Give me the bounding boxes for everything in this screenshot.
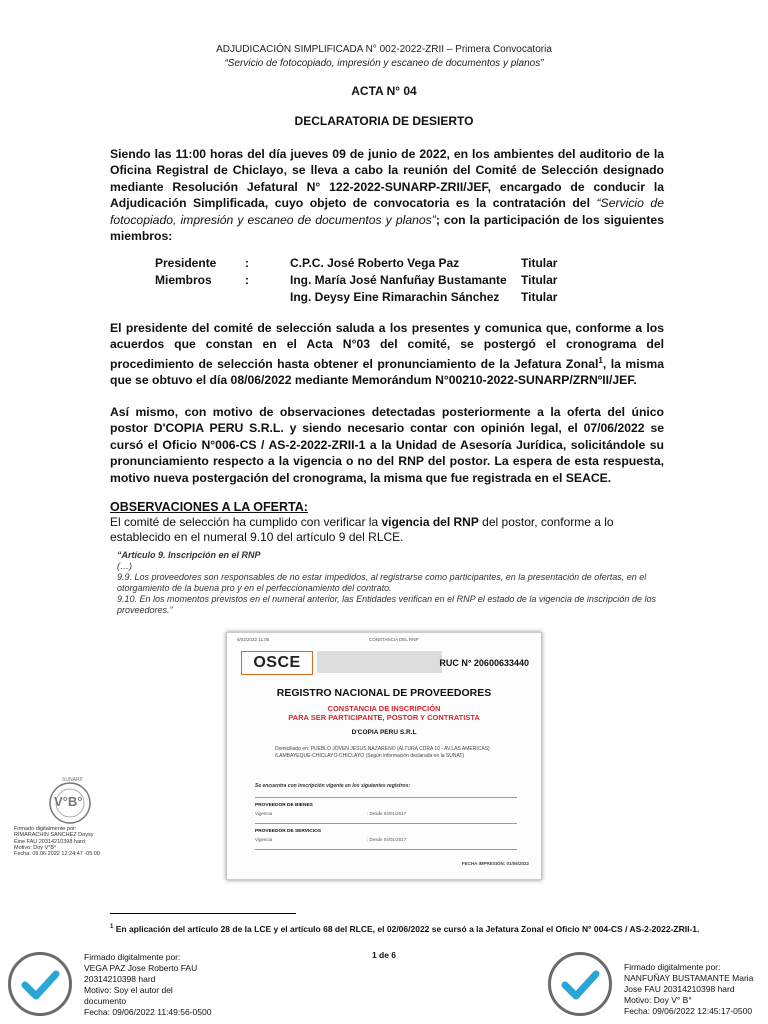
cert-divider (255, 849, 517, 850)
paragraph-2 (110, 320, 664, 389)
paragraph-1-italic: “Servicio de fotocopiado, impresión y escaneo de documentos y planos” (110, 196, 664, 227)
observaciones-text-a: El comité de selección ha cumplido con verificar la (110, 515, 382, 529)
footnote (110, 921, 710, 935)
sig-small-line: Fecha: 09.06.2022 12:24:47 -05:00 (14, 851, 100, 858)
cert-divider (255, 797, 517, 798)
member-role: Miembros (155, 273, 212, 287)
article-quote (117, 550, 677, 616)
cert-print-date: FECHA IMPRESIÓN: 01/06/2022 (461, 861, 529, 866)
sig-left-line: 20314210398 hard (84, 974, 156, 984)
cert-divider (255, 823, 517, 824)
paragraph-2-text-b: , la misma que se obtuvo el día 08/06/2022 mediante Memorándum N°00210-2022-SUNARP/ZRNºII/JEF. (110, 356, 664, 388)
cert-red-line-1: CONSTANCIA DE INSCRIPCIÓN (327, 704, 441, 713)
sig-left-line: Motivo: Soy el autor del (84, 985, 173, 995)
sig-right-line: Motivo: Doy V° B° (624, 995, 692, 1005)
observaciones-text-b: del postor, conforme a lo establecido en el numeral 9.10 del artículo 9 del RLCE. (110, 515, 614, 544)
observaciones-bold: vigencia del RNP (381, 515, 479, 529)
members-table (155, 255, 557, 306)
header-line-2: “Servicio de fotocopiado, impresión y escaneo de documentos y planos” (224, 58, 544, 69)
cert-registry-title: REGISTRO NACIONAL DE PROVEEDORES (276, 687, 492, 699)
cert-red-line-2: PARA SER PARTICIPANTE, POSTOR Y CONTRATISTA (288, 713, 480, 722)
member-role (155, 289, 245, 306)
observaciones-text (110, 515, 670, 545)
cert-reg2-label: Vigencia (255, 837, 273, 842)
member-status: Titular (521, 273, 558, 287)
member-row (155, 272, 557, 289)
stamp-top-text: SUNARP (62, 777, 83, 783)
signature-check-icon (548, 952, 612, 1016)
signature-vega (84, 952, 211, 1018)
paragraph-1-text-b: ; con la participación de los siguientes miembros: (110, 212, 664, 244)
osce-logo (241, 651, 313, 675)
cert-domicile (275, 746, 515, 760)
cert-vigente: Se encuentra con inscripción vigente en los siguientes registros: (255, 783, 411, 789)
signature-nanfunay (624, 962, 753, 1017)
stamp-main-text: V°B° (54, 794, 83, 809)
sig-left-line: Fecha: 09/06/2022 11:49:56-0500 (84, 1007, 212, 1017)
quote-title: “Artículo 9. Inscripción en el RNP (117, 550, 261, 560)
sig-small-line: Eine FAU 20314210398 hard (14, 838, 85, 845)
footnote-text: En aplicación del artículo 28 de la LCE y el artículo 68 del RLCE, el 02/06/2022 se cursó a la Jefatura Zonal el Oficio N° 004-CS / AS-2-2022-ZRII-1. (115, 923, 700, 934)
footnote-number: 1 (110, 924, 114, 930)
sig-left-line: Firmado digitalmente por: (84, 952, 181, 962)
cert-domicile-2: /LAMBAYEQUE-CHICLAYO-CHICLAYO (Según información declarada en la SUNAT) (275, 753, 465, 759)
member-sep: : (245, 273, 249, 287)
paragraph-1-text-a: Siendo las 11:00 horas del día jueves 09 de junio de 2022, en los ambientes del auditorio de la Oficina Registral de Chiclayo, se lleva a cabo la reunión del Comité de Selección designado mediante Resolución Jefatural N° 122-2022-SUNARP-ZRII/JEF, encargado de conducir la Adjudicación Simplificada, cuyo objeto de convocatoria es la contratación del (110, 147, 664, 211)
sig-right-line: Jose FAU 20314210398 hard (624, 984, 735, 994)
cert-company: D'COPIA PERU S.R.L (351, 729, 417, 736)
cert-red-title (227, 704, 541, 722)
page-number: 1 de 6 (371, 950, 397, 960)
sig-small-line: Firmado digitalmente por: (14, 826, 77, 832)
vobo-stamp (40, 777, 100, 827)
member-role: Presidente (155, 256, 217, 270)
paragraph-1 (110, 146, 664, 244)
sig-right-line: NANFUÑAY BUSTAMANTE Maria (624, 973, 754, 983)
sig-left-line: VEGA PAZ Jose Roberto FAU (84, 963, 198, 973)
cert-reg1-title: PROVEEDOR DE BIENES (255, 803, 313, 808)
sig-left-line: documento (84, 996, 127, 1006)
member-sep (245, 289, 290, 306)
cert-gray-band (317, 651, 442, 673)
cert-reg1-value: : Desde 04/01/2017 (367, 811, 407, 816)
cert-ruc: RUC N° 20600633440 (439, 658, 529, 668)
member-name: Ing. María José Nanfuñay Bustamante (290, 273, 507, 287)
observaciones-title: OBSERVACIONES A LA OFERTA: (110, 500, 308, 514)
sig-right-line: Fecha: 09/06/2022 12:45:17-0500 (624, 1006, 753, 1016)
paragraph-3: Así mismo, con motivo de observaciones detectadas posteriormente a la oferta del único postor D'COPIA PERU S.R.L. y siendo necesario contar con opinión legal, el 07/06/2022 se cursó el Oficio N°006-CS / AS-2-2022-ZRII-1 a la Unidad de Asesoría Jurídica, solicitándole su pronunciamiento respecto a la vigencia o no del RNP del postor. La espera de esta respuesta, motivo nueva postergación del cronograma, la misma que fue registrada en el SEACE. (110, 405, 664, 485)
cert-domicile-1: Domiciliado en: PUEBLO JOVEN JESUS NAZARENO (ALTURA CDRA 10 - AV.LAS AMERICAS) (275, 746, 490, 752)
sig-right-line: Firmado digitalmente por: (624, 962, 721, 972)
member-name: C.P.C. José Roberto Vega Paz (290, 256, 460, 270)
rnp-certificate (226, 632, 542, 880)
osce-logo-text: OSCE (253, 654, 301, 671)
member-status: Titular (521, 290, 558, 304)
cert-timestamp: 6/02/2022 11:00 (237, 637, 270, 642)
declaratoria-title: DECLARATORIA DE DESIERTO (294, 114, 474, 128)
quote-9-9: 9.9. Los proveedores son responsables de no estar impedidos, al registrarse como participantes, en la presentación de ofertas, en el otorgamiento de la buena pro y en el perfeccionamiento del contrato. (117, 572, 647, 593)
sig-small-line: RIMARACHIN SANCHEZ Deysy (14, 832, 94, 839)
sig-small-line: Motivo: Doy V°B° (14, 844, 57, 851)
cert-header: CONSTANCIA DEL RNP (369, 637, 419, 642)
signature-check-icon (8, 952, 72, 1016)
member-row (155, 255, 557, 272)
acta-title: ACTA N° 04 (351, 84, 417, 98)
signature-rimarachin (14, 826, 100, 857)
member-name: Ing. Deysy Eine Rimarachin Sánchez (290, 290, 500, 304)
quote-ellipsis: (…) (117, 561, 132, 571)
checkmark-icon (551, 955, 609, 1013)
cert-reg1-label: Vigencia (255, 811, 273, 816)
cert-reg2-value: : Desde 04/01/2017 (367, 837, 407, 842)
header-line-1: ADJUDICACIÓN SIMPLIFICADA N° 002-2022-ZRII – Primera Convocatoria (216, 44, 552, 55)
member-sep: : (245, 256, 249, 270)
cert-reg2-title: PROVEEDOR DE SERVICIOS (255, 829, 322, 834)
footnote-separator (110, 913, 296, 914)
member-status: Titular (521, 256, 558, 270)
quote-9-10: 9.10. En los momentos previstos en el numeral anterior, las Entidades verifican en el RNP el estado de la vigencia de inscripción de los proveedores.” (117, 594, 656, 615)
footnote-ref[interactable]: 1 (598, 355, 603, 365)
member-row (155, 289, 557, 306)
paragraph-2-text-a: El presidente del comité de selección saluda a los presentes y comunica que, conforme a los acuerdos que constan en el Acta N°03 del comité, se postergó el cronograma del procedimiento de selección hasta obtener el pronunciamiento de la Jefatura Zonal (110, 321, 664, 371)
checkmark-icon (11, 955, 69, 1013)
